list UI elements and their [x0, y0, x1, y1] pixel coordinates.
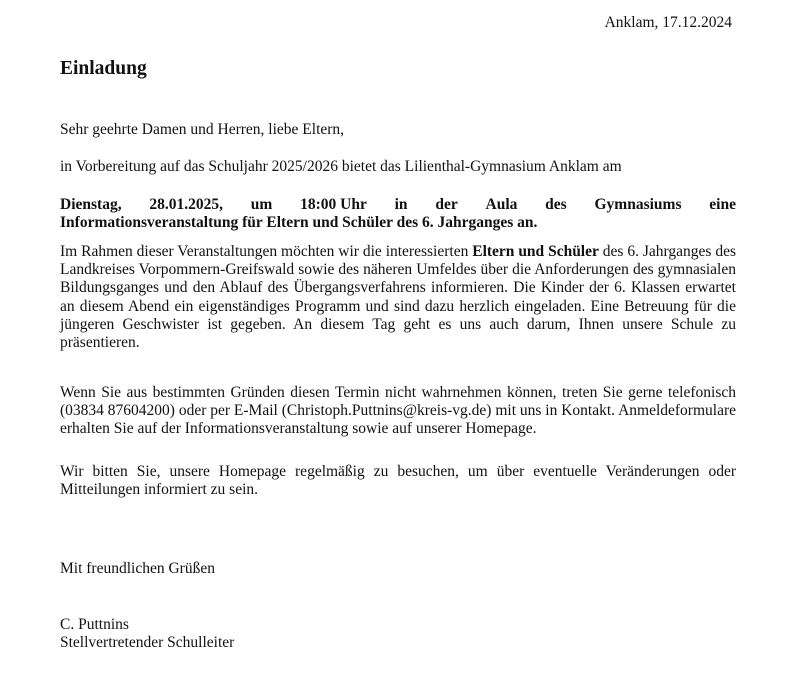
paragraph-homepage: Wir bitten Sie, unsere Homepage regelmäßig zu besuchen, um über eventuelle Veränderungen oder Mitteilungen informiert zu sein. — [60, 463, 736, 499]
salutation: Sehr geehrte Damen und Herren, liebe Eltern, — [60, 121, 345, 138]
place-date: Anklam, 17.12.2024 — [604, 14, 732, 31]
intro-sentence: in Vorbereitung auf das Schuljahr 2025/2026 bietet das Lilienthal-Gymnasium Anklam am — [60, 158, 622, 175]
event-word: 18:00 Uhr — [300, 196, 367, 213]
event-word: der — [435, 196, 458, 213]
event-word: Dienstag, — [60, 196, 122, 213]
letter-title: Einladung — [60, 58, 147, 79]
event-description: Informationsveranstaltung für Eltern und Schüler des 6. Jahrganges an. — [60, 214, 538, 232]
event-word: um — [250, 196, 273, 213]
event-word: Gymnasiums — [594, 196, 682, 213]
event-word: eine — [709, 196, 736, 213]
signer-name: C. Puttnins — [60, 616, 129, 633]
paragraph-information — [60, 243, 736, 352]
paragraph-text: des 6. Jahrganges des Landkreises Vorpommern-Greifswald sowie des näheren Umfeldes über die Anforderungen des gymnasialen Bildungsganges und den Ablauf des Übergangsverfahrens informieren. Die Kinder der 6. Klassen erwartet an diesem Abend ein eigenständiges Programm und sind dazu herzlich eingeladen. Eine Betreuung für die jüngeren Geschwister ist gegeben. An diesem Tag geht es uns auch darum, Ihnen unsere Schule zu präsentieren. — [60, 243, 737, 352]
signer-role: Stellvertretender Schulleiter — [60, 634, 235, 651]
closing-greeting: Mit freundlichen Grüßen — [60, 560, 215, 577]
paragraph-text: Im Rahmen dieser Veranstaltungen möchten wir die interessierten — [60, 243, 473, 260]
audience-highlight: Eltern und Schüler — [472, 243, 599, 260]
event-word: 28.01.2025, — [149, 196, 223, 213]
event-date-line — [60, 196, 736, 214]
event-details — [60, 196, 736, 232]
paragraph-contact: Wenn Sie aus bestimmten Gründen diesen Termin nicht wahrnehmen können, treten Sie gerne telefonisch (03834 87604200) oder per E-Mail (Christoph.Puttnins@kreis-vg.de) mit uns in Kontakt. Anmeldeformulare erhalten Sie auf der Informationsveranstaltung sowie auf unserer Homepage. — [60, 384, 736, 438]
event-word: Aula — [485, 196, 518, 213]
event-word: in — [394, 196, 408, 213]
event-word: des — [545, 196, 567, 213]
